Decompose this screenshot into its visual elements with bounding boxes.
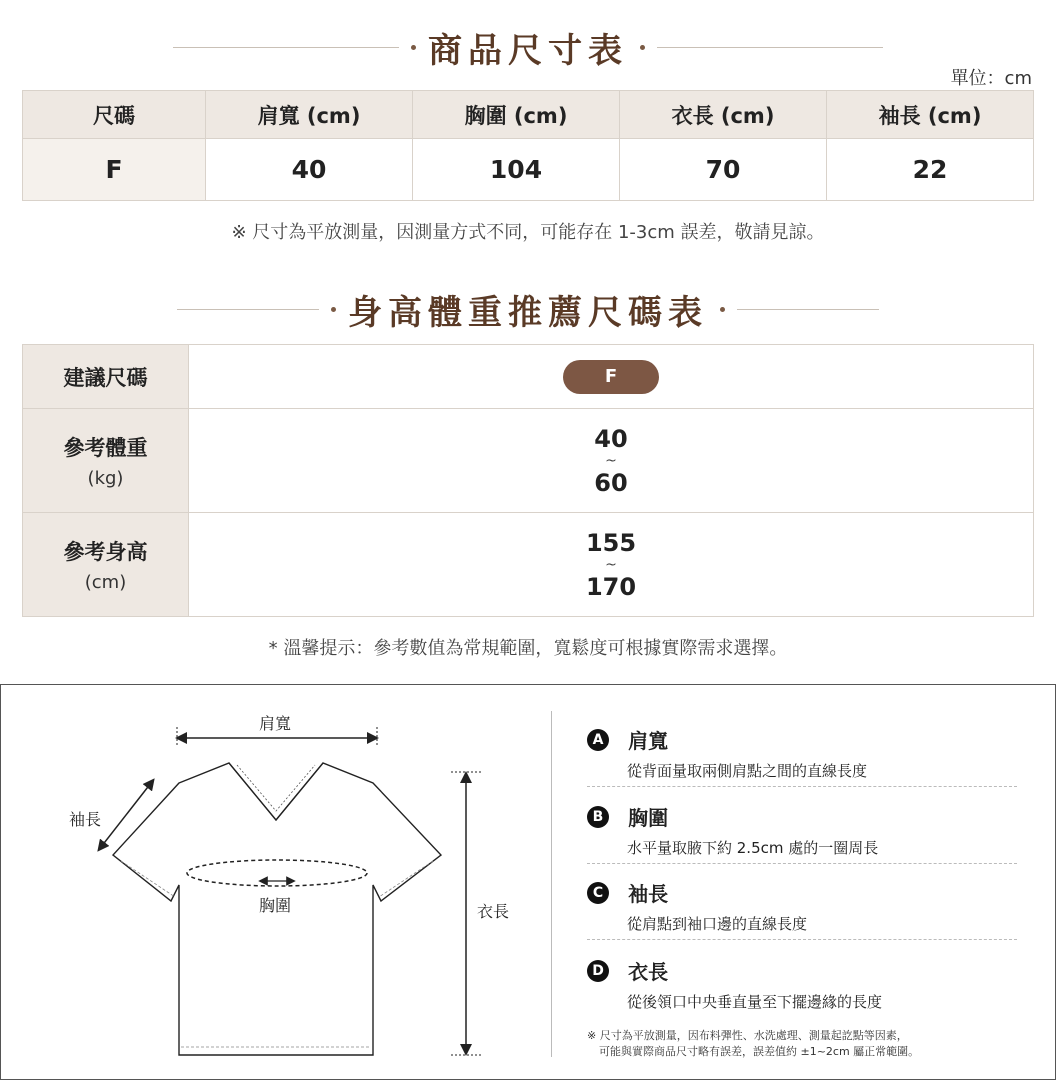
- height-unit: (cm): [84, 572, 127, 593]
- header-cell-sleeve: 袖長 (cm): [827, 91, 1034, 139]
- height-range: [189, 513, 1034, 617]
- legend-desc: 水平量取腋下約 2.5cm 處的一圈周長: [627, 839, 879, 857]
- size-chart-note: ※ 尺寸為平放測量，因測量方式不同，可能存在 1-3cm 誤差，敬請見諒。: [231, 222, 825, 243]
- title-rule-right: [657, 47, 883, 48]
- legend-desc: 從肩點到袖口邊的直線長度: [627, 915, 808, 933]
- size-chart-title-bar: [0, 24, 1056, 70]
- tilde-separator: ~: [605, 452, 617, 469]
- legend-item: [587, 802, 1017, 858]
- size-chart-title: 商品尺寸表: [428, 30, 628, 71]
- legend-item: [587, 956, 1017, 1012]
- weight-label: 參考體重: [63, 436, 148, 460]
- cell-sleeve: 22: [827, 139, 1034, 201]
- height-label: 參考身高: [63, 540, 148, 564]
- measurement-diagram-panel: [0, 684, 1056, 1080]
- table-row: [23, 139, 1034, 201]
- diagram-divider: [551, 711, 552, 1057]
- height-label-cell: [23, 513, 189, 617]
- fine-print-line1: ※ 尺寸為平放測量，因布料彈性、水洗處理、測量起訖點等因素，: [587, 1029, 908, 1042]
- diagram-label-shoulder: 肩寬: [259, 714, 292, 733]
- legend-divider: [587, 786, 1017, 787]
- header-cell-length: 衣長 (cm): [620, 91, 827, 139]
- size-pill: F: [563, 360, 659, 394]
- size-label: 建議尺碼: [23, 345, 189, 409]
- table-row: [23, 345, 1034, 409]
- legend-desc: 從後領口中央垂直量至下擺邊緣的長度: [627, 993, 883, 1011]
- header-cell-size: 尺碼: [23, 91, 206, 139]
- title-dot-left: [331, 307, 336, 312]
- weight-range: [189, 409, 1034, 513]
- legend-title: 肩寬: [628, 729, 669, 753]
- legend-item: [587, 725, 1017, 781]
- badge-d-icon: D: [587, 960, 609, 982]
- fine-print-line2: 可能與實際商品尺寸略有誤差，誤差值約 ±1~2cm 屬正常範圍。: [599, 1045, 920, 1058]
- height-max: 170: [585, 572, 637, 601]
- cell-chest: 104: [413, 139, 620, 201]
- title-rule-right: [737, 309, 879, 310]
- height-min: 155: [585, 528, 637, 557]
- badge-a-icon: A: [587, 729, 609, 751]
- weight-min: 40: [594, 424, 628, 453]
- weight-label-cell: [23, 409, 189, 513]
- title-dot-right: [720, 307, 725, 312]
- badge-b-icon: B: [587, 806, 609, 828]
- title-rule-left: [177, 309, 319, 310]
- header-cell-chest: 胸圍 (cm): [413, 91, 620, 139]
- legend-desc: 從背面量取兩側肩點之間的直線長度: [627, 762, 868, 780]
- weight-max: 60: [594, 468, 628, 497]
- diagram-label-chest: 胸圍: [259, 896, 292, 915]
- legend-title: 袖長: [628, 882, 669, 906]
- size-table: [22, 90, 1034, 201]
- header-cell-shoulder: 肩寬 (cm): [206, 91, 413, 139]
- legend-divider: [587, 939, 1017, 940]
- badge-c-icon: C: [587, 882, 609, 904]
- legend-title: 胸圍: [628, 806, 669, 830]
- diagram-label-sleeve: 袖長: [69, 810, 102, 829]
- cell-size: F: [23, 139, 206, 201]
- legend-title: 衣長: [628, 960, 669, 984]
- size-table-header-row: [23, 91, 1034, 139]
- legend-item: [587, 878, 1017, 934]
- diagram-label-length: 衣長: [477, 902, 510, 921]
- size-value-cell: [189, 345, 1034, 409]
- fine-print: [587, 1028, 919, 1060]
- cell-length: 70: [620, 139, 827, 201]
- table-row: [23, 513, 1034, 617]
- title-dot-right: [640, 45, 645, 50]
- table-row: [23, 409, 1034, 513]
- weight-unit: (kg): [87, 468, 124, 489]
- recommend-title-bar: [0, 286, 1056, 332]
- tilde-separator: ~: [605, 556, 617, 573]
- legend-divider: [587, 863, 1017, 864]
- unit-label: 單位：cm: [950, 68, 1032, 89]
- recommend-table: [22, 344, 1034, 617]
- tshirt-diagram: [1, 685, 551, 1080]
- title-rule-left: [173, 47, 399, 48]
- title-dot-left: [411, 45, 416, 50]
- recommend-note: * 溫馨提示：參考數值為常規範圍，寬鬆度可根據實際需求選擇。: [268, 638, 788, 659]
- cell-shoulder: 40: [206, 139, 413, 201]
- recommend-title: 身高體重推薦尺碼表: [348, 292, 708, 333]
